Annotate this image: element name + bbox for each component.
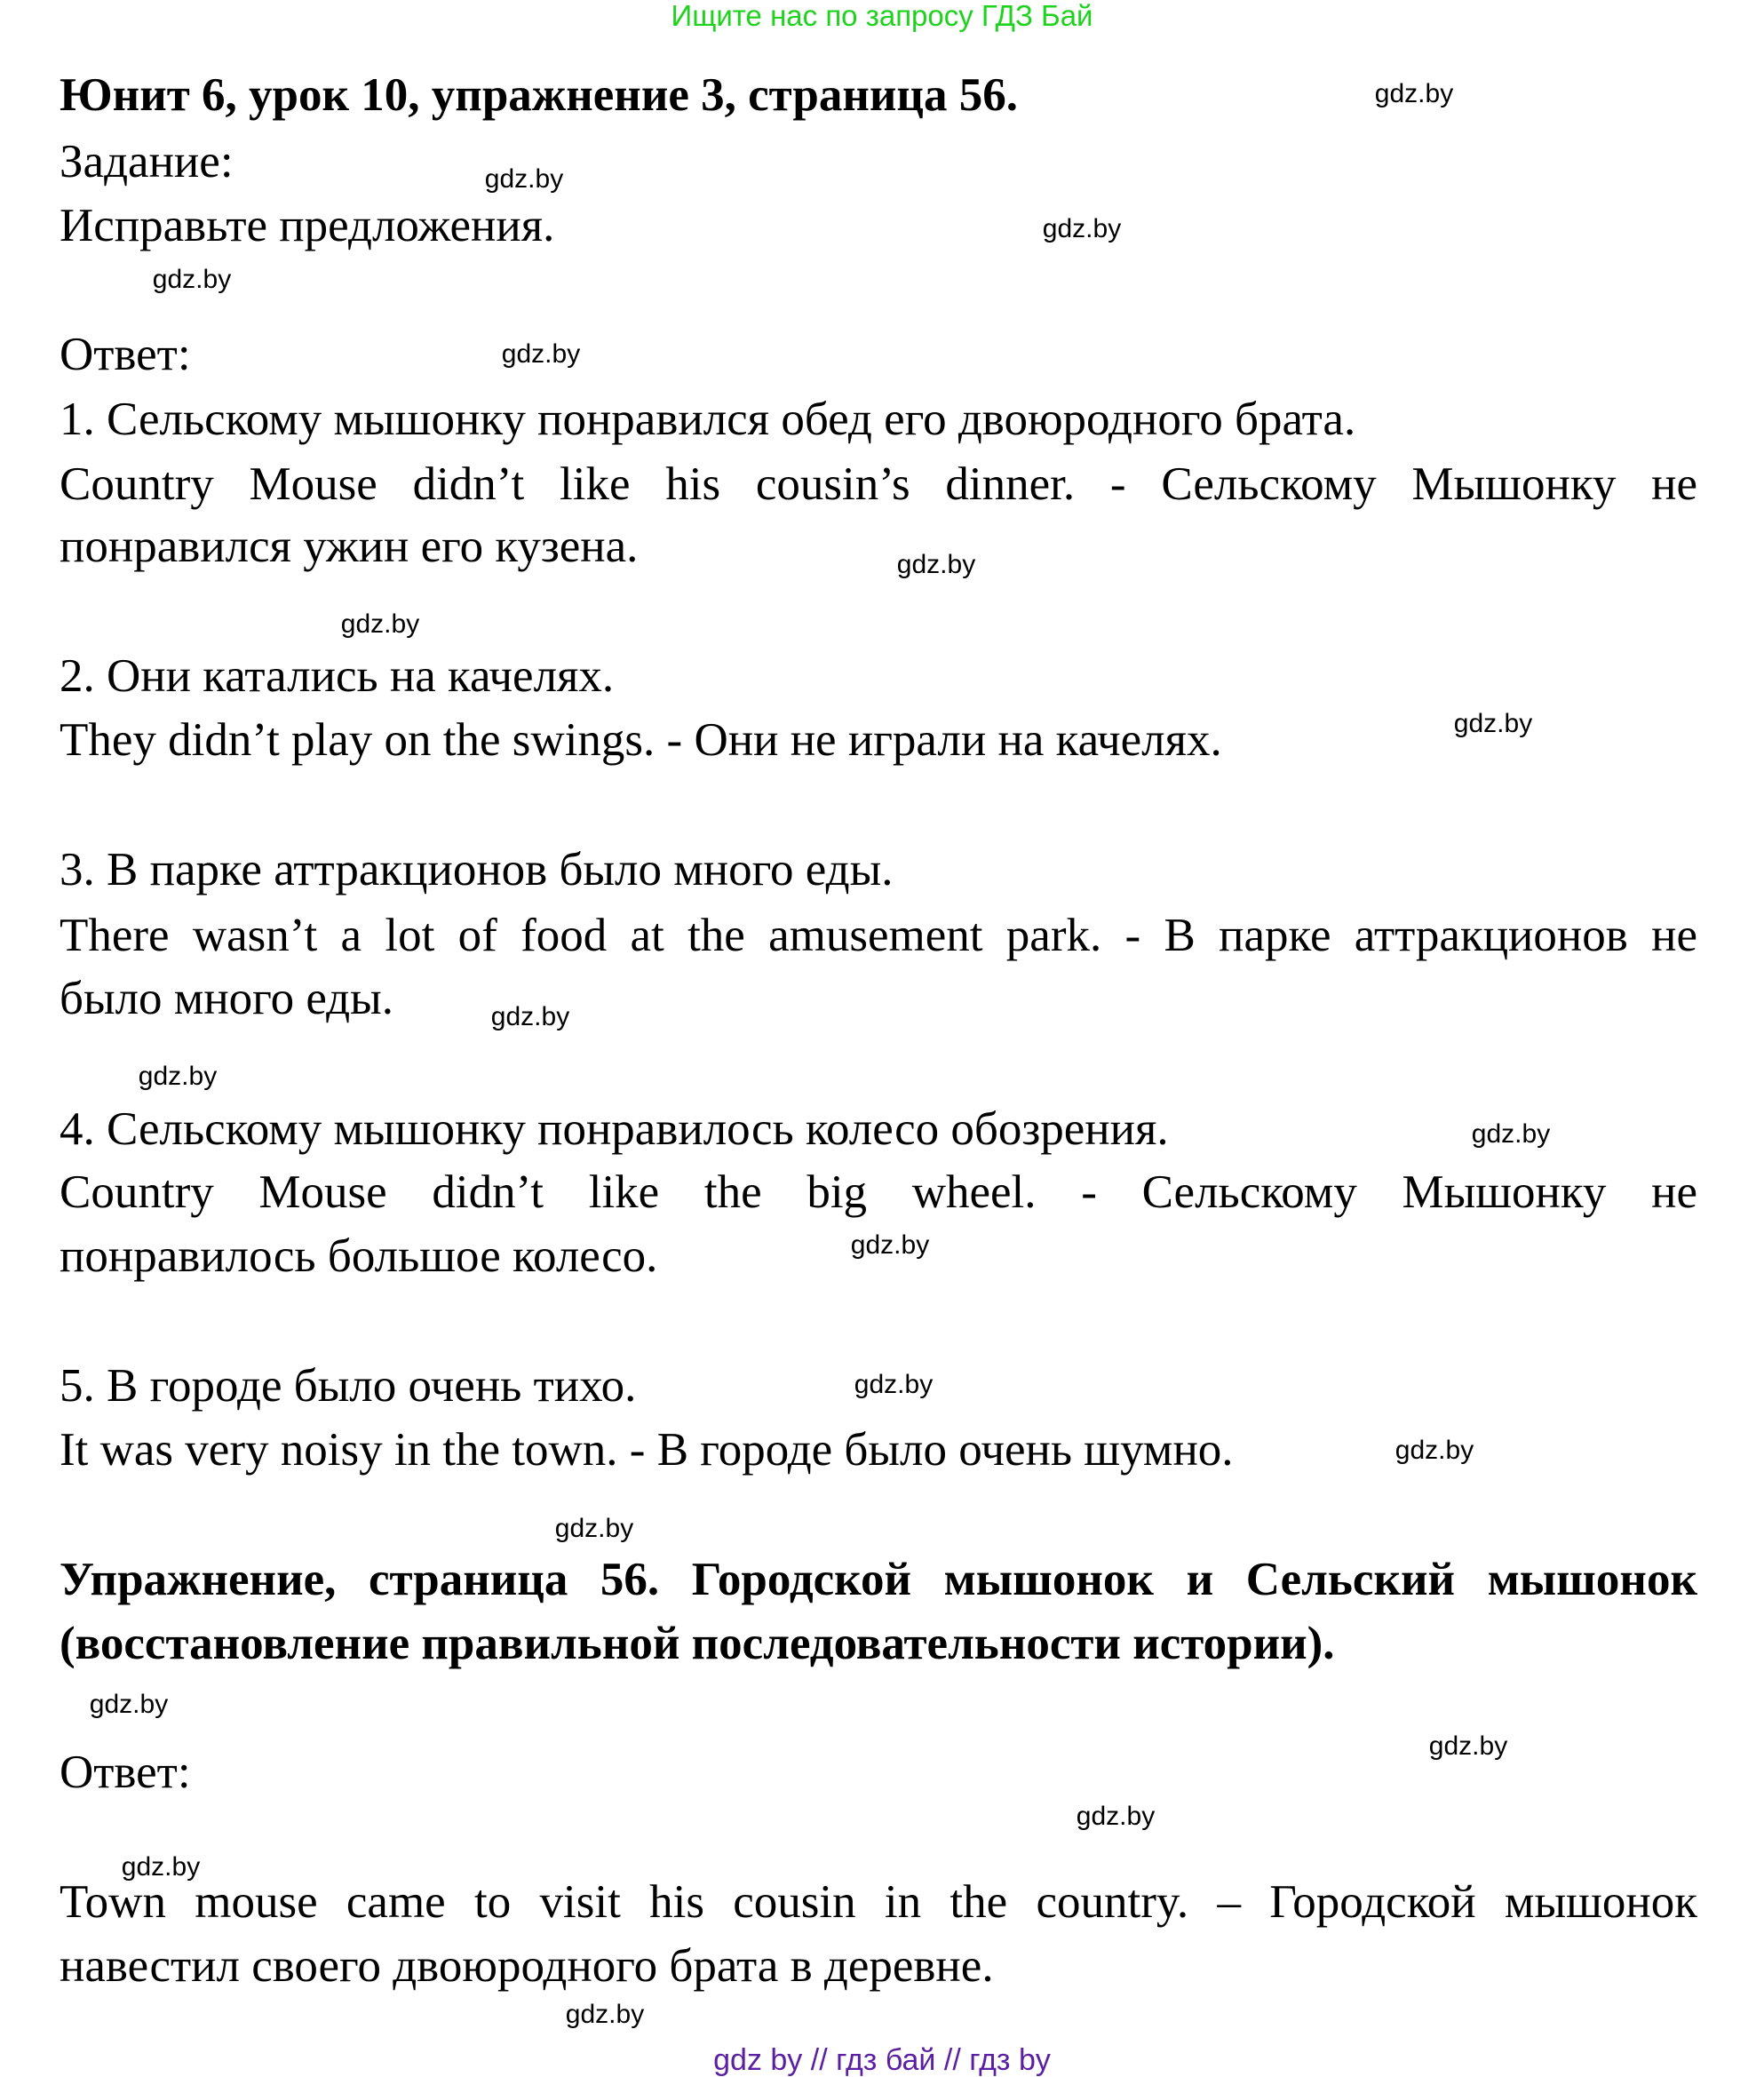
answer-label: Ответ:	[60, 329, 191, 380]
item-5-question: 5. В городе было очень тихо.	[60, 1360, 637, 1412]
watermark: gdz.by	[501, 339, 581, 369]
answer2-label: Ответ:	[60, 1747, 191, 1798]
watermark: gdz.by	[896, 550, 976, 579]
exercise-title: Юнит 6, урок 10, упражнение 3, страница 56.	[60, 69, 1018, 121]
watermark: gdz.by	[152, 265, 232, 294]
answer2-text: Town mouse came to visit his cousin in the country. – Городской мышонок	[60, 1876, 1697, 1928]
watermark: gdz.by	[565, 2000, 645, 2029]
task-label: Задание:	[60, 136, 234, 187]
item-1-question: 1. Сельскому мышонку понравился обед его двоюродного брата.	[60, 394, 1356, 445]
item-4-answer-cont: понравилось большое колесо.	[60, 1230, 658, 1282]
watermark: gdz.by	[554, 1514, 634, 1543]
item-5-answer: It was very noisy in the town. - В городе было очень шумно.	[60, 1424, 1234, 1476]
exercise2-title-cont: (восстановление правильной последовательности истории).	[60, 1618, 1335, 1669]
item-2-answer: They didn’t play on the swings. - Они не играли на качелях.	[60, 714, 1222, 766]
watermark: gdz.by	[89, 1690, 169, 1719]
watermark: gdz.by	[121, 1852, 201, 1882]
footer-links[interactable]: gdz by // гдз бай // гдз by	[713, 2043, 1051, 2077]
watermark: gdz.by	[1471, 1119, 1551, 1149]
answer2-text-cont: навестил своего двоюродного брата в деревне.	[60, 1940, 994, 1992]
promo-header[interactable]: Ищите нас по запросу ГДЗ Бай	[671, 0, 1093, 32]
item-2-question: 2. Они катались на качелях.	[60, 650, 615, 702]
item-1-answer-cont: понравился ужин его кузена.	[60, 521, 639, 572]
item-3-answer-cont: было много еды.	[60, 973, 393, 1024]
item-3-answer: There wasn’t a lot of food at the amusement park. - В парке аттракционов не	[60, 910, 1697, 961]
item-4-question: 4. Сельскому мышонку понравилось колесо обозрения.	[60, 1103, 1169, 1155]
item-1-answer: Country Mouse didn’t like his cousin’s dinner. - Сельскому Мышонку не	[60, 458, 1697, 510]
watermark: gdz.by	[1076, 1802, 1156, 1831]
item-3-question: 3. В парке аттракционов было много еды.	[60, 844, 894, 895]
watermark: gdz.by	[1453, 709, 1533, 738]
watermark: gdz.by	[484, 164, 564, 194]
exercise2-title: Упражнение, страница 56. Городской мышонок и Сельский мышонок	[60, 1554, 1697, 1605]
watermark: gdz.by	[1374, 79, 1454, 108]
watermark: gdz.by	[1042, 214, 1122, 243]
watermark: gdz.by	[1428, 1731, 1508, 1761]
item-4-answer: Country Mouse didn’t like the big wheel. - Сельскому Мышонку не	[60, 1166, 1697, 1218]
watermark: gdz.by	[854, 1370, 934, 1399]
watermark: gdz.by	[340, 609, 420, 639]
task-text: Исправьте предложения.	[60, 200, 555, 251]
watermark: gdz.by	[138, 1062, 218, 1091]
watermark: gdz.by	[490, 1002, 570, 1031]
watermark: gdz.by	[850, 1230, 930, 1260]
watermark: gdz.by	[1395, 1436, 1474, 1465]
